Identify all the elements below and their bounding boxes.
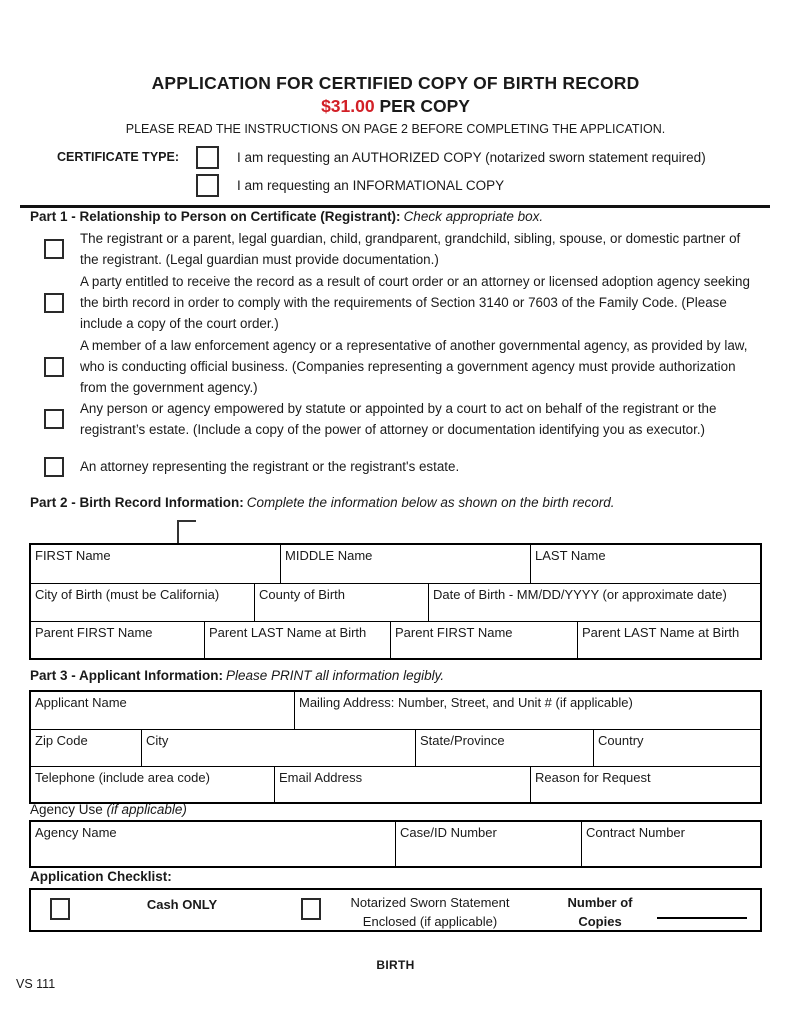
court-order-party-checkbox[interactable]	[44, 293, 64, 313]
part1-option-attorney	[44, 456, 760, 477]
table-row	[31, 729, 760, 766]
part1-heading-italic: Check appropriate box.	[403, 209, 544, 224]
field-label: Applicant Name	[35, 695, 127, 710]
field-label: State/Province	[420, 733, 505, 748]
statute-empowered-checkbox[interactable]	[44, 409, 64, 429]
number-of-copies-line1: Number of	[567, 895, 633, 910]
part1-option-label: A party entitled to receive the record as a result of court order or an attorney or licensed adoption agency seeking the birth record in order to comply with the requirements of Section 3140 or 7603 of the Family Code. (Please include a copy of the court order.)	[80, 274, 750, 331]
field-label: Contract Number	[586, 825, 685, 840]
field-label: City of Birth (must be California)	[35, 587, 220, 602]
cash-only-label: Cash ONLY	[146, 897, 218, 912]
part1-heading	[30, 209, 543, 224]
mailing-address-field[interactable]	[294, 692, 760, 729]
field-label: Reason for Request	[535, 770, 651, 785]
section-divider	[20, 205, 770, 208]
informational-copy-checkbox[interactable]	[196, 174, 219, 197]
country-field[interactable]	[593, 730, 760, 766]
part1-heading-bold: Part 1 - Relationship to Person on Certificate (Registrant):	[30, 209, 401, 224]
parent2-last-name-field[interactable]	[577, 622, 760, 658]
field-label: LAST Name	[535, 548, 606, 563]
form-number: VS 111	[16, 977, 56, 991]
field-label: MIDDLE Name	[285, 548, 373, 563]
agency-use-label	[30, 802, 187, 817]
contract-number-field[interactable]	[581, 822, 760, 866]
application-checklist-box	[29, 888, 762, 932]
part3-heading	[30, 668, 444, 683]
table-row	[31, 766, 760, 802]
part1-option-label: The registrant or a parent, legal guardian, child, grandparent, grandchild, sibling, spouse, or domestic partner of the registrant. (Legal guardian must provide documentation.)	[80, 231, 741, 267]
field-label: County of Birth	[259, 587, 345, 602]
part3-heading-bold: Part 3 - Applicant Information:	[30, 668, 224, 683]
table-row	[31, 692, 760, 729]
instructions-note: PLEASE READ THE INSTRUCTIONS ON PAGE 2 BEFORE COMPLETING THE APPLICATION.	[125, 122, 666, 136]
part1-option-registrant	[44, 228, 760, 270]
part2-heading	[30, 495, 614, 510]
form-title: APPLICATION FOR CERTIFIED COPY OF BIRTH RECORD	[151, 73, 640, 93]
table-row	[31, 545, 760, 583]
zip-code-field[interactable]	[31, 730, 141, 766]
birth-footer-label: BIRTH	[376, 958, 415, 972]
field-label: Parent FIRST Name	[35, 625, 153, 640]
agency-use-label-regular: Agency Use	[30, 802, 107, 817]
state-province-field[interactable]	[415, 730, 593, 766]
price-line	[0, 96, 791, 117]
agency-name-field[interactable]	[31, 822, 395, 866]
table-row	[31, 621, 760, 658]
number-of-copies-label	[545, 893, 655, 931]
field-label: Telephone (include area code)	[35, 770, 210, 785]
part1-option-court-order	[44, 271, 760, 334]
price-amount: $31.00	[321, 96, 375, 116]
notarized-statement-checkbox[interactable]	[301, 898, 321, 920]
city-of-birth-field[interactable]	[31, 584, 254, 621]
number-of-copies-input-line[interactable]	[657, 917, 747, 919]
table-row	[31, 822, 760, 866]
field-label: Case/ID Number	[400, 825, 497, 840]
certificate-type-label: CERTIFICATE TYPE:	[57, 150, 179, 164]
middle-name-field[interactable]	[280, 545, 530, 583]
attorney-checkbox[interactable]	[44, 457, 64, 477]
cash-only-checkbox[interactable]	[50, 898, 70, 920]
applicant-name-field[interactable]	[31, 692, 294, 729]
field-label: Mailing Address: Number, Street, and Unit # (if applicable)	[299, 695, 633, 710]
parent1-last-name-field[interactable]	[204, 622, 390, 658]
part2-heading-bold: Part 2 - Birth Record Information:	[30, 495, 244, 510]
field-label: Parent FIRST Name	[395, 625, 513, 640]
agency-use-table	[29, 820, 762, 868]
reason-for-request-field[interactable]	[530, 767, 760, 802]
registrant-relationship-checkbox[interactable]	[44, 239, 64, 259]
price-suffix: PER COPY	[374, 96, 470, 116]
stray-corner-mark	[177, 520, 196, 543]
authorized-copy-option-label: I am requesting an AUTHORIZED COPY (notarized sworn statement required)	[237, 150, 706, 165]
county-of-birth-field[interactable]	[254, 584, 428, 621]
informational-copy-option-label: I am requesting an INFORMATIONAL COPY	[237, 178, 505, 193]
field-label: City	[146, 733, 169, 748]
telephone-field[interactable]	[31, 767, 274, 802]
last-name-field[interactable]	[530, 545, 760, 583]
application-checklist-label: Application Checklist:	[30, 869, 172, 884]
parent2-first-name-field[interactable]	[390, 622, 577, 658]
field-label: Zip Code	[35, 733, 88, 748]
part2-heading-italic: Complete the information below as shown on the birth record.	[246, 495, 615, 510]
parent1-first-name-field[interactable]	[31, 622, 204, 658]
case-id-number-field[interactable]	[395, 822, 581, 866]
date-of-birth-field[interactable]	[428, 584, 760, 621]
number-of-copies-line2: Copies	[578, 914, 622, 929]
field-label: Agency Name	[35, 825, 117, 840]
field-label: Email Address	[279, 770, 363, 785]
city-field[interactable]	[141, 730, 415, 766]
authorized-copy-checkbox[interactable]	[196, 146, 219, 169]
field-label: Country	[598, 733, 644, 748]
notarized-statement-label	[325, 893, 535, 931]
first-name-field[interactable]	[31, 545, 280, 583]
table-row	[31, 583, 760, 621]
field-label: Parent LAST Name at Birth	[209, 625, 367, 640]
part3-heading-italic: Please PRINT all information legibly.	[226, 668, 445, 683]
part1-option-label: Any person or agency empowered by statute or appointed by a court to act on behalf of the registrant or the registrant’s estate. (Include a copy of the power of attorney or documentation identifying you as executor.)	[80, 401, 717, 437]
law-enforcement-checkbox[interactable]	[44, 357, 64, 377]
applicant-info-table	[29, 690, 762, 804]
field-label: Date of Birth - MM/DD/YYYY (or approximate date)	[433, 587, 727, 602]
part1-option-law-enforcement	[44, 335, 760, 398]
notarized-statement-line2: Enclosed (if applicable)	[362, 914, 498, 929]
email-address-field[interactable]	[274, 767, 530, 802]
field-label: Parent LAST Name at Birth	[582, 625, 740, 640]
part1-option-empowered-person	[44, 398, 760, 440]
agency-use-label-italic: (if applicable)	[106, 802, 187, 817]
field-label: FIRST Name	[35, 548, 111, 563]
part1-option-label: A member of a law enforcement agency or a representative of another governmental agency, as provided by law, who is conducting official business. (Companies representing a government agency must provide authorization from the government agency.)	[80, 338, 748, 395]
part1-option-label: An attorney representing the registrant or the registrant's estate.	[80, 459, 460, 474]
notarized-statement-line1: Notarized Sworn Statement	[350, 895, 510, 910]
birth-record-table	[29, 543, 762, 660]
